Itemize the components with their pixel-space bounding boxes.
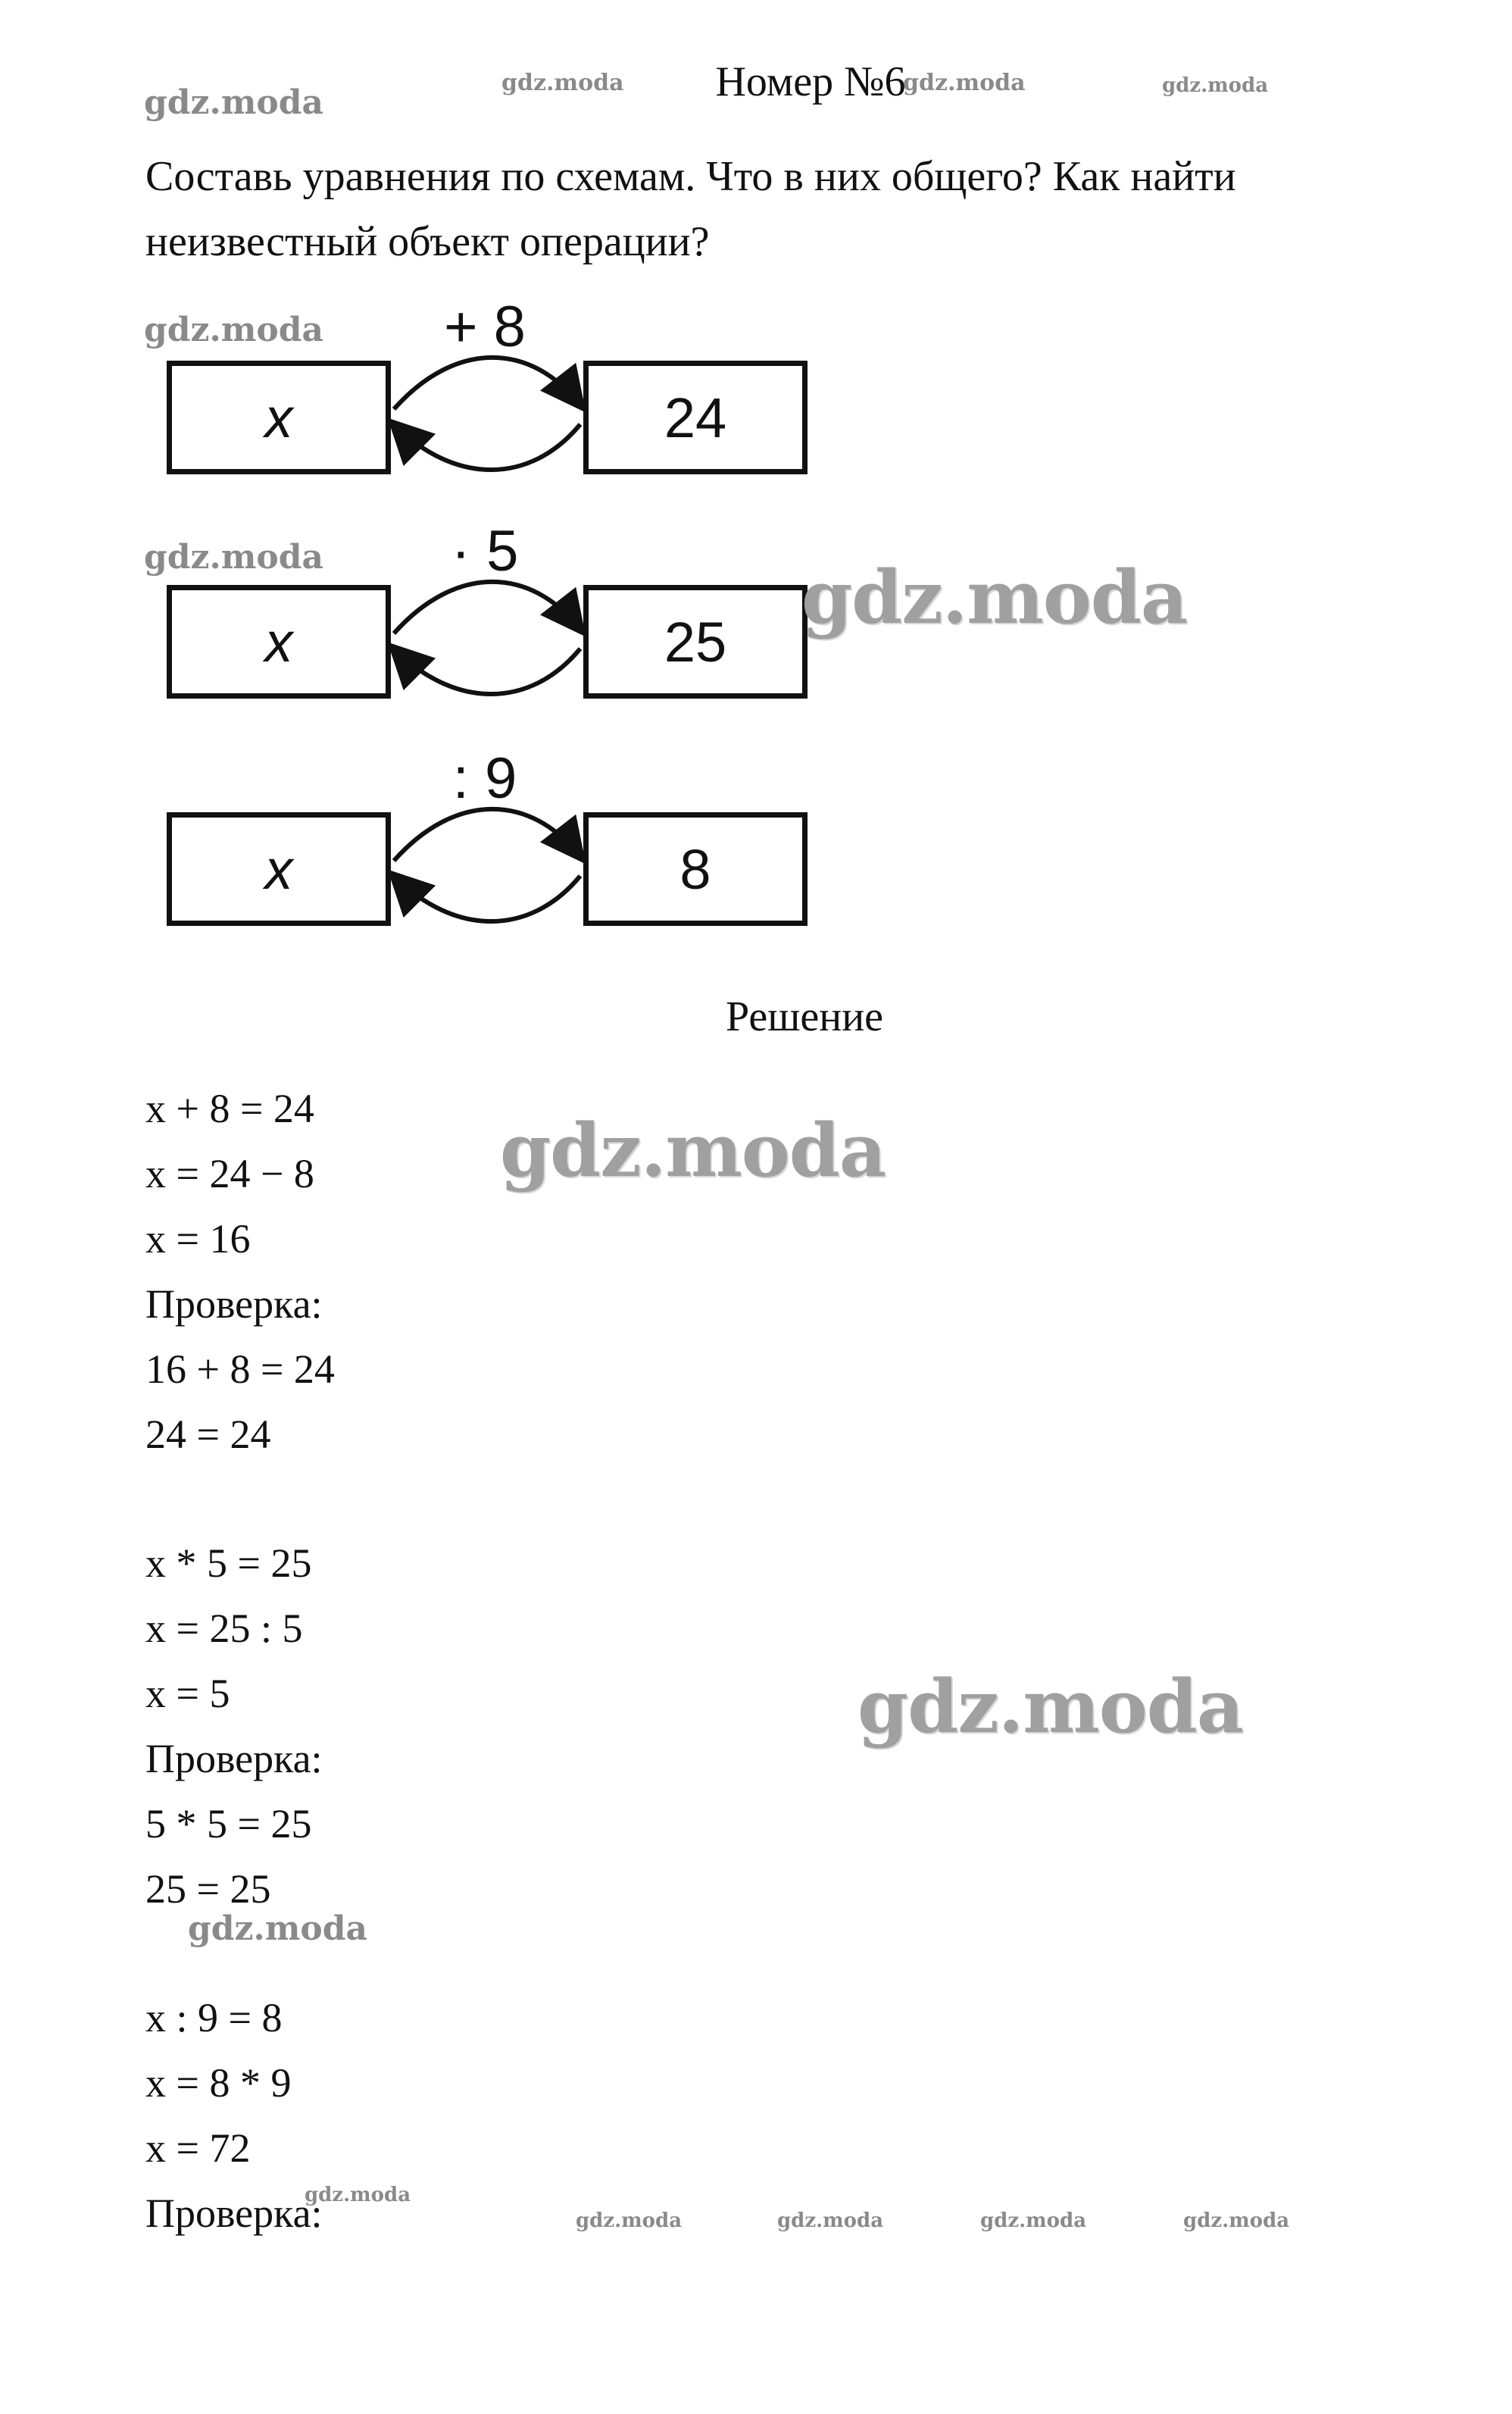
equation-line: x = 24 − 8	[145, 1151, 314, 1196]
equation-line: 24 = 24	[145, 1412, 271, 1457]
operation-label: + 8	[444, 295, 526, 359]
equation-line: x = 72	[145, 2125, 251, 2171]
unknown-box: x	[167, 361, 391, 474]
equation-line: 16 + 8 = 24	[145, 1346, 335, 1392]
operation-label: · 5	[451, 519, 519, 583]
equation-line: x = 5	[145, 1671, 230, 1716]
task-text: Составь уравнения по схемам. Что в них общего? Как найти неизвестный объект операции?	[145, 153, 1236, 265]
solution-block-1	[145, 1076, 335, 1467]
equation-line: x = 16	[145, 1216, 251, 1262]
watermark: gdz.moda	[144, 311, 324, 349]
scheme-division	[152, 746, 833, 952]
equation-line: x : 9 = 8	[145, 1995, 283, 2040]
watermark: gdz.moda	[305, 2184, 411, 2206]
unknown-box: x	[167, 585, 391, 699]
equation-line: x = 25 : 5	[145, 1606, 303, 1651]
check-label: Проверка:	[145, 2190, 323, 2236]
result-box: 8	[583, 812, 808, 926]
watermark: gdz.moda	[576, 2209, 683, 2232]
solution-heading: Решение	[725, 993, 884, 1040]
watermark: gdz.moda	[144, 83, 324, 122]
equation-line: 5 * 5 = 25	[145, 1801, 312, 1846]
watermark: gdz.moda	[777, 2209, 884, 2232]
check-label: Проверка:	[145, 1281, 323, 1327]
check-label: Проверка:	[145, 1736, 323, 1781]
result-box: 24	[583, 361, 808, 474]
watermark: gdz.moda	[903, 70, 1026, 96]
solution-block-2	[145, 1531, 323, 1922]
watermark: gdz.moda	[858, 1664, 1244, 1750]
equation-line: 25 = 25	[145, 1866, 271, 1912]
watermark: gdz.moda	[500, 1108, 886, 1193]
watermark: gdz.moda	[144, 538, 324, 577]
equation-line: x * 5 = 25	[145, 1540, 312, 1586]
solution-block-3	[145, 1985, 323, 2246]
operation-label: : 9	[452, 746, 517, 811]
unknown-box: x	[167, 812, 391, 926]
watermark: gdz.moda	[501, 70, 624, 96]
watermark: gdz.moda	[980, 2209, 1087, 2232]
page-title: Номер №6	[715, 58, 906, 105]
watermark: gdz.moda	[1183, 2209, 1290, 2232]
watermark: gdz.moda	[188, 1909, 368, 1948]
equation-line: x + 8 = 24	[145, 1086, 314, 1131]
result-box: 25	[583, 585, 808, 699]
watermark: gdz.moda	[801, 555, 1188, 640]
equation-line: x = 8 * 9	[145, 2060, 292, 2106]
watermark: gdz.moda	[1162, 74, 1269, 97]
